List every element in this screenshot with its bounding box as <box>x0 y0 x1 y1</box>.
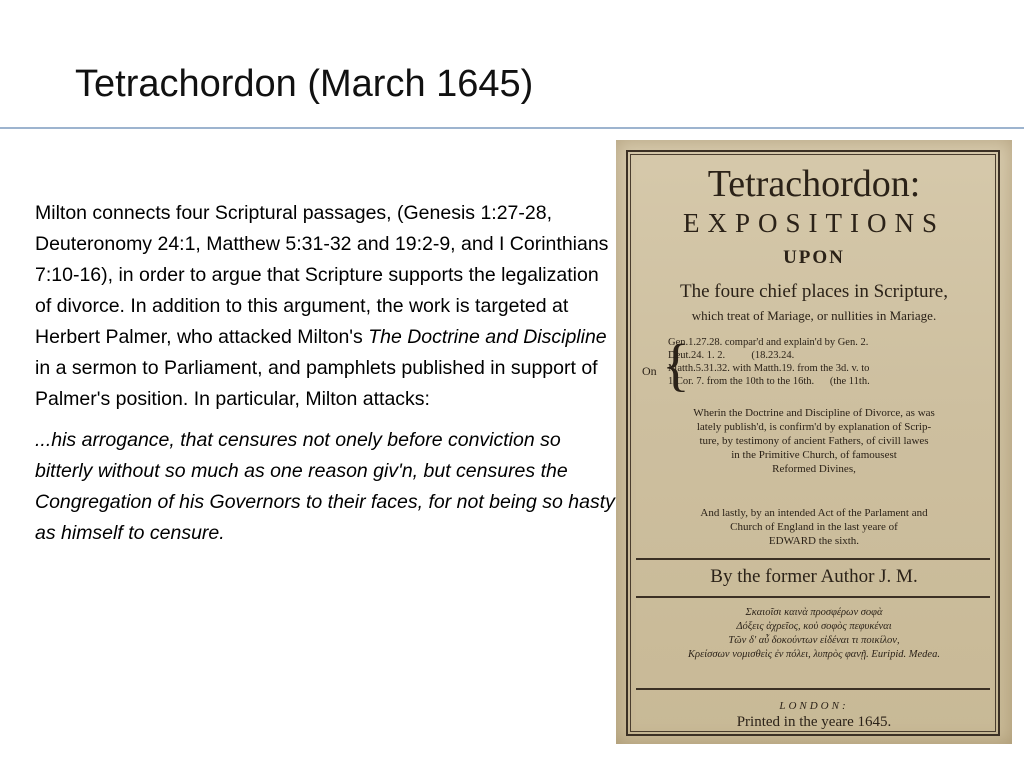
quote-paragraph: ...his arrogance, that censures not onely before conviction so bitterly without so much as one reason giv'n, but censures the Congregation of his Governors to their faces, for not being so hasty as himself to censure. <box>35 429 615 544</box>
title-page-on: On <box>642 364 657 378</box>
title-page-refs: Gen.1.27.28. compar'd and explain'd by Gen. 2. Deut.24. 1. 2. (18.23.24. Matth.5.31.32. with Matth.19. from the 3d. v. to 1 Cor. 7. from the 10th to the 16th. (the 11th. <box>668 337 870 387</box>
slide-body <box>35 198 615 559</box>
title-page-body1: Wherin the Doctrine and Discipline of Divorce, as was lately publish'd, is confirm'd by explanation of Scrip- ture, by testimony of ancient Fathers, of civill lawes in the Primitive Church, of famousest Reformed Divines, <box>693 407 935 475</box>
intro-text-part2: in a sermon to Parliament, and pamphlets published in support of Palmer's position. In particular, Milton attacks: <box>35 357 598 410</box>
title-page-image <box>616 140 1012 744</box>
intro-paragraph <box>35 198 615 415</box>
title-page-line1: The foure chief places in Scripture, <box>680 281 948 302</box>
title-page-rule-3 <box>636 688 990 690</box>
title-page-greek: Σκαιοῖσι καινὰ προσφέρων σοφὰ Δόξεις ἀχρεῖος, κοὐ σοφὸς πεφυκέναι Τῶν δ' αὖ δοκούντων εἰδέναι τι ποικίλον, Κρείσσων νομισθεὶς ἐν πόλει, λυπρὸς φανῇ. Euripid. Medea. <box>688 607 940 660</box>
brace-glyph: { <box>662 332 690 397</box>
title-page-line2: which treat of Mariage, or nullities in Mariage. <box>691 308 937 323</box>
slide-title: Tetrachordon (March 1645) <box>75 63 534 105</box>
title-page-subheading: EXPOSITIONS <box>682 208 945 238</box>
title-page-heading: Tetrachordon: <box>707 163 921 205</box>
title-page-imprint: LONDON: <box>779 700 849 712</box>
title-page-upon: UPON <box>783 247 845 268</box>
title-page-printed: Printed in the yeare 1645. <box>736 714 892 730</box>
title-page-body2: And lastly, by an intended Act of the Parlament and Church of England in the last yeare of EDWARD the sixth. <box>700 507 928 547</box>
title-page-author: By the former Author J. M. <box>710 566 918 587</box>
title-divider <box>0 127 1024 129</box>
title-page-rule-1 <box>636 558 990 560</box>
intro-work-title: The Doctrine and Discipline <box>368 326 607 348</box>
title-page-rule-2 <box>636 596 990 598</box>
intro-text-part1: Milton connects four Scriptural passages, (Genesis 1:27-28, Deuteronomy 24:1, Matthew 5:31-32 and 19:2-9, and I Corinthians 7:10-16), in order to argue that Scripture supports the legalization of divorce. In addition to this argument, the work is targeted at Herbert Palmer, who attacked Milton's <box>35 202 609 348</box>
